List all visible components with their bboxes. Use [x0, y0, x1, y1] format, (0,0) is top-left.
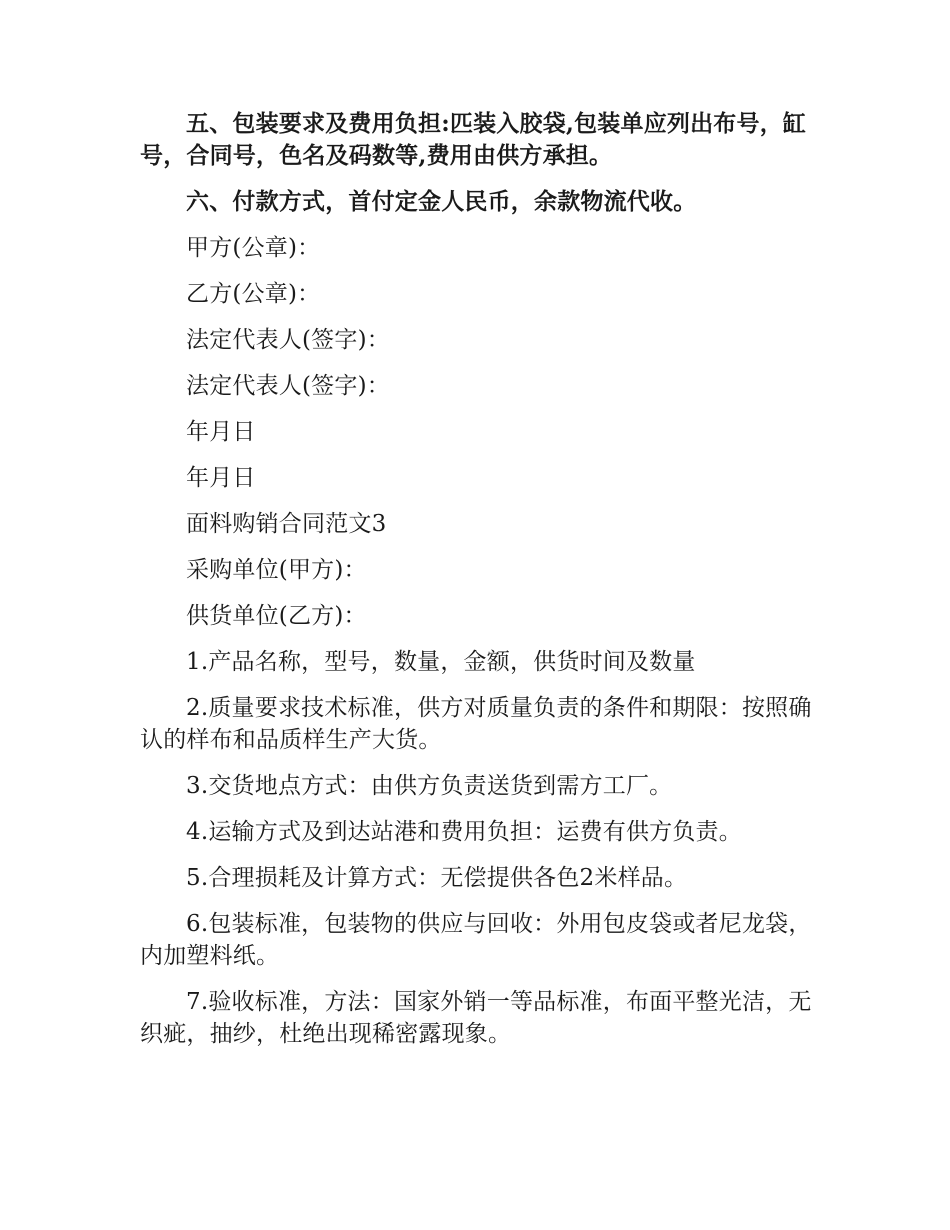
clause-7-inspection: 7.验收标准，方法：国家外销一等品标准，布面平整光洁，无织疵，抽纱，杜绝出现稀密露现象。	[140, 989, 812, 1047]
clause-3-delivery: 3.交货地点方式：由供方负责送货到需方工厂。	[186, 773, 673, 799]
clause-5-loss: 5.合理损耗及计算方式：无偿提供各色2米样品。	[186, 865, 688, 891]
clause-2-quality: 2.质量要求技术标准，供方对质量负责的条件和期限：按照确认的样布和品质样生产大货。	[140, 695, 812, 753]
date-line: 年月日	[186, 465, 256, 491]
section-six-payment: 六、付款方式，首付定金人民币，余款物流代收。	[186, 188, 697, 215]
section-five-packaging: 五、包装要求及费用负担:匹装入胶袋,包装单应列出布号，缸号，合同号，色名及码数等,费用由供方承担。	[140, 110, 807, 169]
clause-6-packaging: 6.包装标准，包装物的供应与回收：外用包皮袋或者尼龙袋，内加塑料纸。	[140, 911, 812, 969]
legal-rep-signature-line: 法定代表人(签字)：	[186, 327, 390, 353]
date-line: 年月日	[186, 419, 256, 445]
clause-4-transport: 4.运输方式及到达站港和费用负担：运费有供方负责。	[186, 819, 742, 845]
party-a-seal-line: 甲方(公章)：	[186, 235, 321, 261]
document-body	[140, 108, 812, 1064]
legal-rep-signature-line: 法定代表人(签字)：	[186, 373, 390, 399]
purchaser-line: 采购单位(甲方)：	[186, 557, 367, 583]
supplier-line: 供货单位(乙方)：	[186, 603, 367, 629]
clause-1-product: 1.产品名称，型号，数量，金额，供货时间及数量	[186, 649, 696, 675]
party-b-seal-line: 乙方(公章)：	[186, 281, 321, 307]
contract-title: 面料购销合同范文3	[186, 511, 387, 537]
